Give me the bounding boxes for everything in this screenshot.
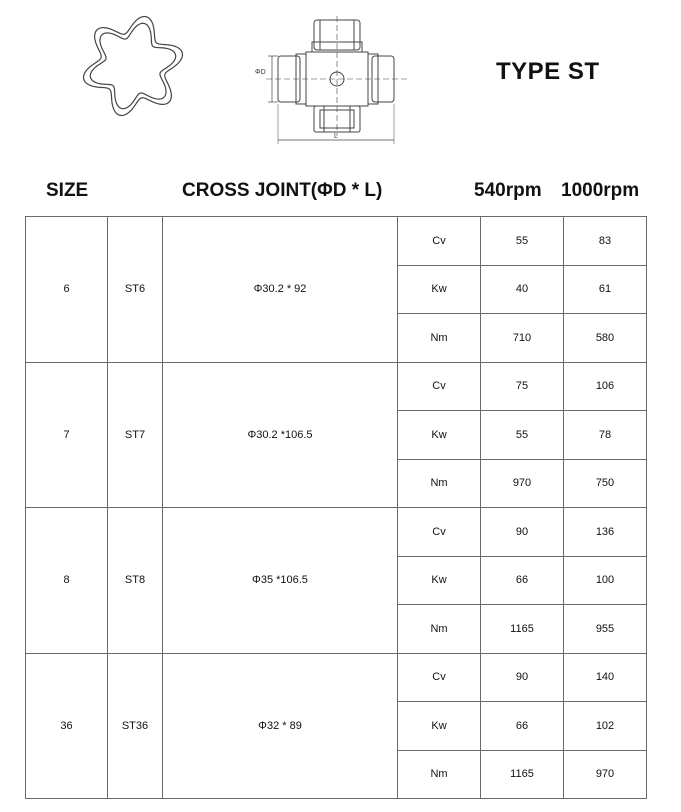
- size-cell: 7: [26, 362, 108, 508]
- table-row: [26, 217, 647, 266]
- unit-cell: Kw: [398, 556, 481, 605]
- value-540rpm-cell: 66: [481, 702, 564, 751]
- value-1000rpm-cell: 106: [564, 362, 647, 411]
- value-1000rpm-cell: 83: [564, 217, 647, 266]
- unit-cell: Cv: [398, 217, 481, 266]
- value-540rpm-cell: 55: [481, 217, 564, 266]
- unit-cell: Kw: [398, 702, 481, 751]
- size-cell: 6: [26, 217, 108, 363]
- value-1000rpm-cell: 102: [564, 702, 647, 751]
- value-1000rpm-cell: 955: [564, 605, 647, 654]
- tube-profile-outer-outline: [84, 17, 183, 116]
- unit-cell: Nm: [398, 459, 481, 508]
- value-1000rpm-cell: 140: [564, 653, 647, 702]
- value-1000rpm-cell: 970: [564, 750, 647, 799]
- header-cross-joint: CROSS JOINT(ΦD * L): [182, 180, 383, 201]
- page-title: TYPE ST: [496, 58, 600, 85]
- model-cell: ST7: [108, 362, 163, 508]
- value-540rpm-cell: 90: [481, 653, 564, 702]
- value-1000rpm-cell: 61: [564, 265, 647, 314]
- value-540rpm-cell: 55: [481, 411, 564, 460]
- model-cell: ST36: [108, 653, 163, 799]
- value-540rpm-cell: 90: [481, 508, 564, 557]
- size-cell: 8: [26, 508, 108, 654]
- unit-cell: Cv: [398, 653, 481, 702]
- unit-cell: Kw: [398, 411, 481, 460]
- unit-cell: Nm: [398, 750, 481, 799]
- table-row: [26, 508, 647, 557]
- value-1000rpm-cell: 580: [564, 314, 647, 363]
- value-1000rpm-cell: 78: [564, 411, 647, 460]
- value-540rpm-cell: 710: [481, 314, 564, 363]
- dimension-d-label: ΦD: [255, 69, 266, 76]
- table-row: [26, 653, 647, 702]
- tube-profile-inner-outline: [90, 23, 175, 108]
- value-540rpm-cell: 66: [481, 556, 564, 605]
- header-1000rpm: 1000rpm: [561, 180, 640, 201]
- unit-cell: Cv: [398, 508, 481, 557]
- size-cell: 36: [26, 653, 108, 799]
- cross-joint-diagram: [252, 14, 422, 146]
- header-540rpm: 540rpm: [474, 180, 542, 201]
- model-cell: ST6: [108, 217, 163, 363]
- model-cell: ST8: [108, 508, 163, 654]
- value-1000rpm-cell: 136: [564, 508, 647, 557]
- unit-cell: Nm: [398, 605, 481, 654]
- unit-cell: Cv: [398, 362, 481, 411]
- value-1000rpm-cell: 750: [564, 459, 647, 508]
- tube-profile-diagram: [78, 14, 188, 118]
- dimensions-cell: Φ30.2 *106.5: [163, 362, 398, 508]
- value-540rpm-cell: 970: [481, 459, 564, 508]
- value-1000rpm-cell: 100: [564, 556, 647, 605]
- table-row: [26, 362, 647, 411]
- dimensions-cell: Φ32 * 89: [163, 653, 398, 799]
- dimension-l-label: L: [334, 133, 338, 140]
- value-540rpm-cell: 1165: [481, 605, 564, 654]
- spec-table: [25, 216, 647, 799]
- unit-cell: Kw: [398, 265, 481, 314]
- value-540rpm-cell: 40: [481, 265, 564, 314]
- dimensions-cell: Φ35 *106.5: [163, 508, 398, 654]
- dimensions-cell: Φ30.2 * 92: [163, 217, 398, 363]
- unit-cell: Nm: [398, 314, 481, 363]
- header-size: SIZE: [46, 180, 89, 201]
- value-540rpm-cell: 1165: [481, 750, 564, 799]
- value-540rpm-cell: 75: [481, 362, 564, 411]
